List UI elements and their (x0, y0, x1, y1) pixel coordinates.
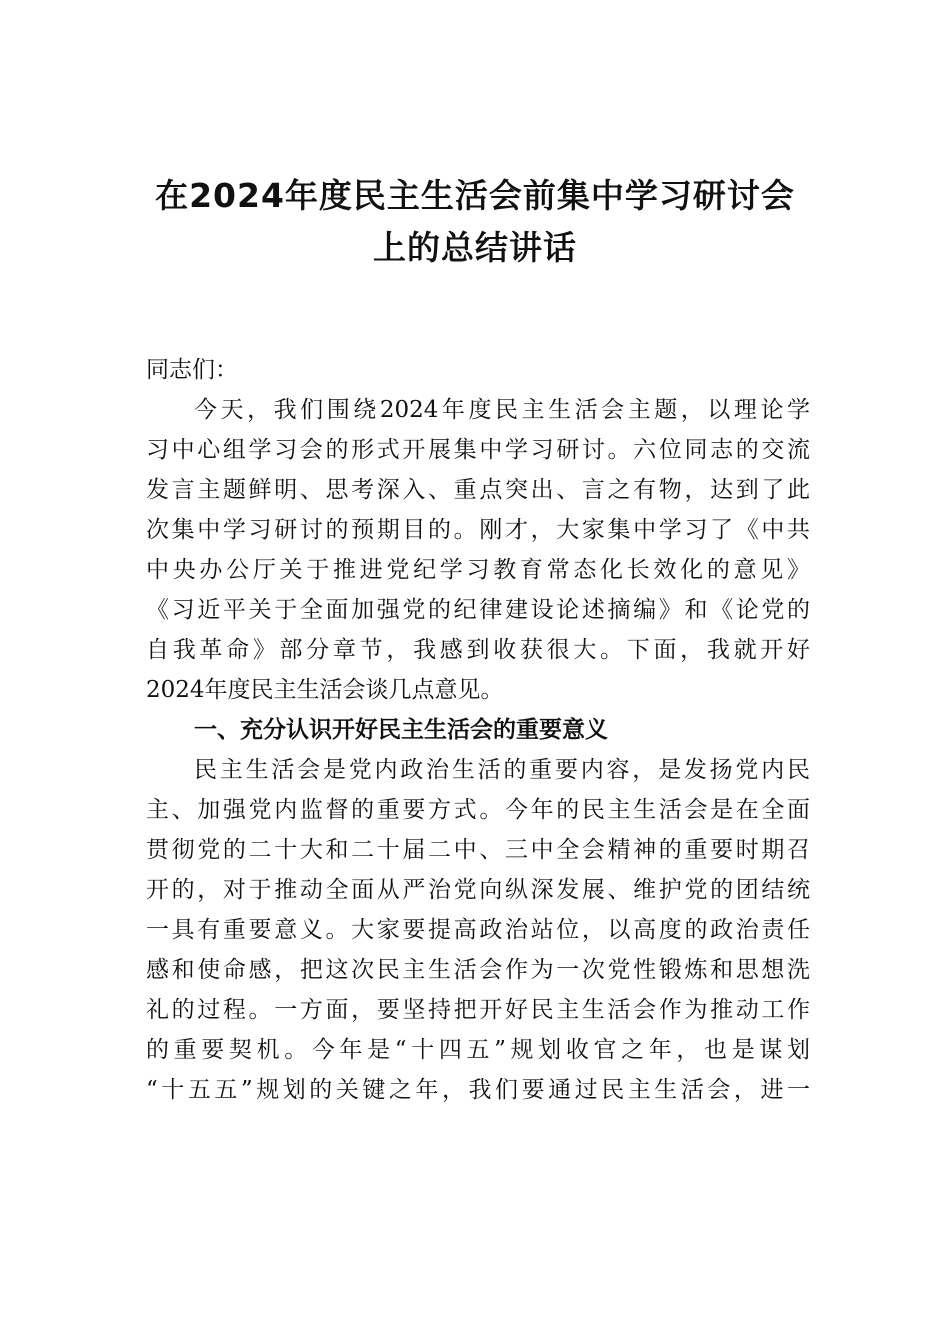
paragraph-line: 主、加强党内监督的重要方式。今年的民主生活会是在全面 (146, 797, 810, 823)
document-body (146, 350, 810, 1110)
paragraph-1 (146, 390, 810, 710)
section-heading: 一、充分认识开好民主生活会的重要意义 (194, 717, 608, 743)
paragraph-line: 发言主题鲜明、思考深入、重点突出、言之有物，达到了此 (146, 477, 810, 503)
paragraph-line: 今天，我们围绕2024年度民主生活会主题，以理论学 (194, 397, 810, 423)
paragraph-line: 贯彻党的二十大和二十届二中、三中全会精神的重要时期召 (146, 837, 810, 863)
paragraph-line: “十五五”规划的关键之年，我们要通过民主生活会，进一 (146, 1077, 810, 1103)
paragraph-line: 一具有重要意义。大家要提高政治站位，以高度的政治责任 (146, 917, 810, 943)
paragraph-line: 习中心组学习会的形式开展集中学习研讨。六位同志的交流 (146, 437, 810, 463)
paragraph-line: 中央办公厅关于推进党纪学习教育常态化长效化的意见》 (146, 557, 810, 583)
salutation: 同志们： (146, 357, 238, 383)
paragraph-line: 礼的过程。一方面，要坚持把开好民主生活会作为推动工作 (146, 997, 810, 1023)
paragraph-line: 开的，对于推动全面从严治党向纵深发展、维护党的团结统 (146, 877, 810, 903)
document-title-line-1: 在2024年度民主生活会前集中学习研讨会 (155, 176, 795, 215)
paragraph-line: 感和使命感，把这次民主生活会作为一次党性锻炼和思想洗 (146, 957, 810, 983)
paragraph-line: 民主生活会是党内政治生活的重要内容，是发扬党内民 (194, 757, 810, 783)
paragraph-line: 次集中学习研讨的预期目的。刚才，大家集中学习了《中共 (146, 517, 810, 543)
paragraph-2 (146, 750, 810, 1110)
paragraph-line: 自我革命》部分章节，我感到收获很大。下面，我就开好 (146, 637, 810, 663)
document-title-line-2: 上的总结讲话 (373, 228, 577, 267)
paragraph-line: 的重要契机。今年是“十四五”规划收官之年，也是谋划 (146, 1037, 810, 1063)
paragraph-line: 2024年度民主生活会谈几点意见。 (146, 677, 504, 703)
paragraph-line: 《习近平关于全面加强党的纪律建设论述摘编》和《论党的 (146, 597, 810, 623)
